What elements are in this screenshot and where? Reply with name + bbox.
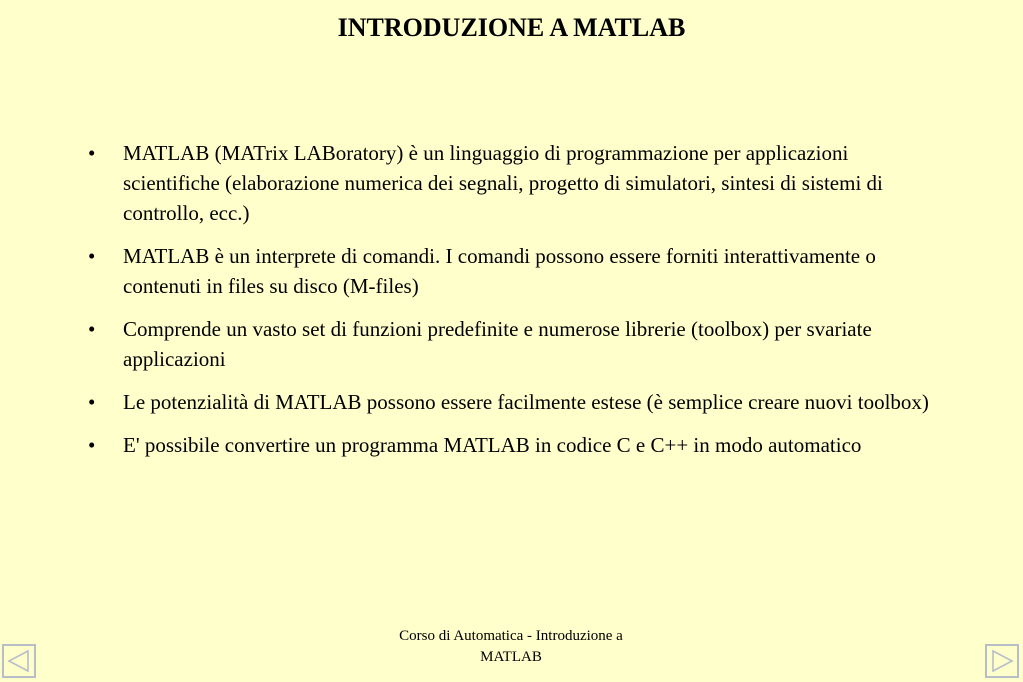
bullet-icon: • xyxy=(88,317,96,341)
slide-footer xyxy=(361,626,661,668)
slide-title: INTRODUZIONE A MATLAB xyxy=(337,13,686,42)
list-item xyxy=(88,430,948,460)
list-item xyxy=(88,241,948,301)
footer-line-2: MATLAB xyxy=(480,649,542,665)
list-item xyxy=(88,138,948,228)
next-slide-button[interactable] xyxy=(985,644,1019,678)
list-item xyxy=(88,387,948,417)
bullet-text: MATLAB è un interprete di comandi. I comandi possono essere forniti interattivamente o contenuti in files su disco (M-files) xyxy=(123,244,876,298)
bullet-icon: • xyxy=(88,141,96,165)
bullet-icon: • xyxy=(88,433,96,457)
bullet-list xyxy=(88,138,948,473)
bullet-icon: • xyxy=(88,390,96,414)
previous-slide-button[interactable] xyxy=(2,644,36,678)
triangle-right-icon xyxy=(989,648,1015,674)
list-item xyxy=(88,314,948,374)
footer-line-1: Corso di Automatica - Introduzione a xyxy=(399,628,623,644)
bullet-text: Le potenzialità di MATLAB possono essere facilmente estese (è semplice creare nuovi toolbox) xyxy=(123,390,929,414)
bullet-icon: • xyxy=(88,244,96,268)
bullet-text: E' possibile convertire un programma MATLAB in codice C e C++ in modo automatico xyxy=(123,433,862,457)
bullet-text: Comprende un vasto set di funzioni predefinite e numerose librerie (toolbox) per svariate applicazioni xyxy=(123,317,872,371)
triangle-left-icon xyxy=(6,648,32,674)
bullet-text: MATLAB (MATrix LABoratory) è un linguaggio di programmazione per applicazioni scientifiche (elaborazione numerica dei segnali, progetto di simulatori, sintesi di sistemi di controllo, ecc.) xyxy=(123,141,883,225)
